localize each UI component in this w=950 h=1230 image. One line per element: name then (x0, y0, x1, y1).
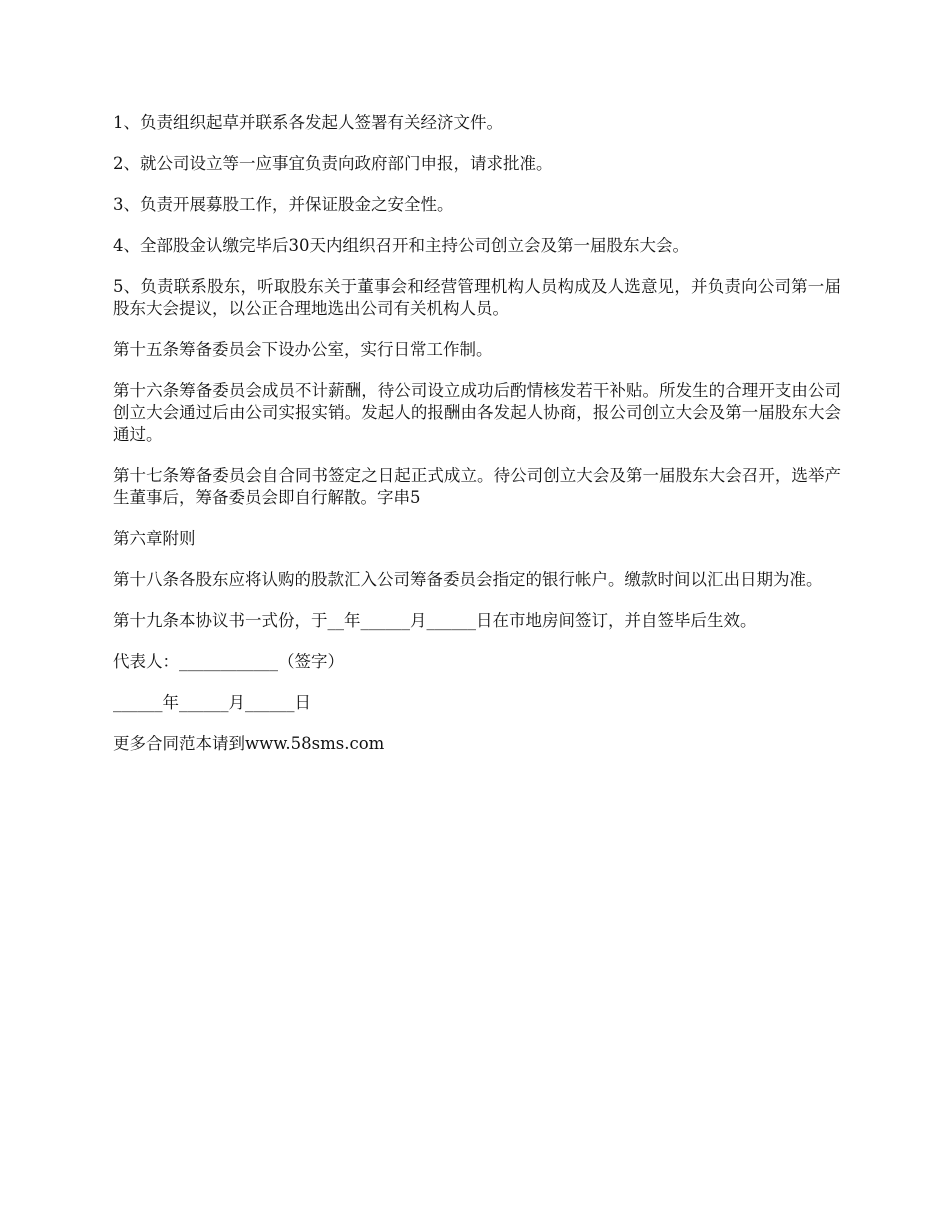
clause-item-1: 1、负责组织起草并联系各发起人签署有关经济文件。 (113, 113, 503, 132)
date-line: ______年______月______日 (113, 693, 311, 712)
article-16: 第十六条筹备委员会成员不计薪酬，待公司设立成功后酌情核发若干补贴。所发生的合理开支由公司创立大会通过后由公司实报实销。发起人的报酬由各发起人协商，报公司创立大会及第一届股东大会通过。 (113, 381, 841, 444)
clause-item-5: 5、负责联系股东，听取股东关于董事会和经营管理机构人员构成及人选意见，并负责向公司第一届股东大会提议，以公正合理地选出公司有关机构人员。 (113, 277, 841, 318)
footer-link-text: 更多合同范本请到www.58sms.com (113, 734, 385, 753)
clause-item-2: 2、就公司设立等一应事宜负责向政府部门申报，请求批准。 (113, 154, 553, 173)
clause-item-4: 4、全部股金认缴完毕后30天内组织召开和主持公司创立会及第一届股东大会。 (113, 236, 689, 255)
representative-signature-line: 代表人：____________（签字） (113, 652, 344, 671)
document-body (113, 112, 841, 774)
article-15: 第十五条筹备委员会下设办公室，实行日常工作制。 (113, 340, 493, 359)
chapter-heading: 第六章附则 (113, 529, 196, 548)
clause-item-3: 3、负责开展募股工作，并保证股金之安全性。 (113, 195, 454, 214)
article-18: 第十八条各股东应将认购的股款汇入公司筹备委员会指定的银行帐户。缴款时间以汇出日期为准。 (113, 570, 823, 589)
article-19: 第十九条本协议书一式份，于__年______月______日在市地房间签订，并自签毕后生效。 (113, 611, 757, 630)
article-17: 第十七条筹备委员会自合同书签定之日起正式成立。待公司创立大会及第一届股东大会召开，选举产生董事后，筹备委员会即自行解散。字串5 (113, 466, 841, 507)
